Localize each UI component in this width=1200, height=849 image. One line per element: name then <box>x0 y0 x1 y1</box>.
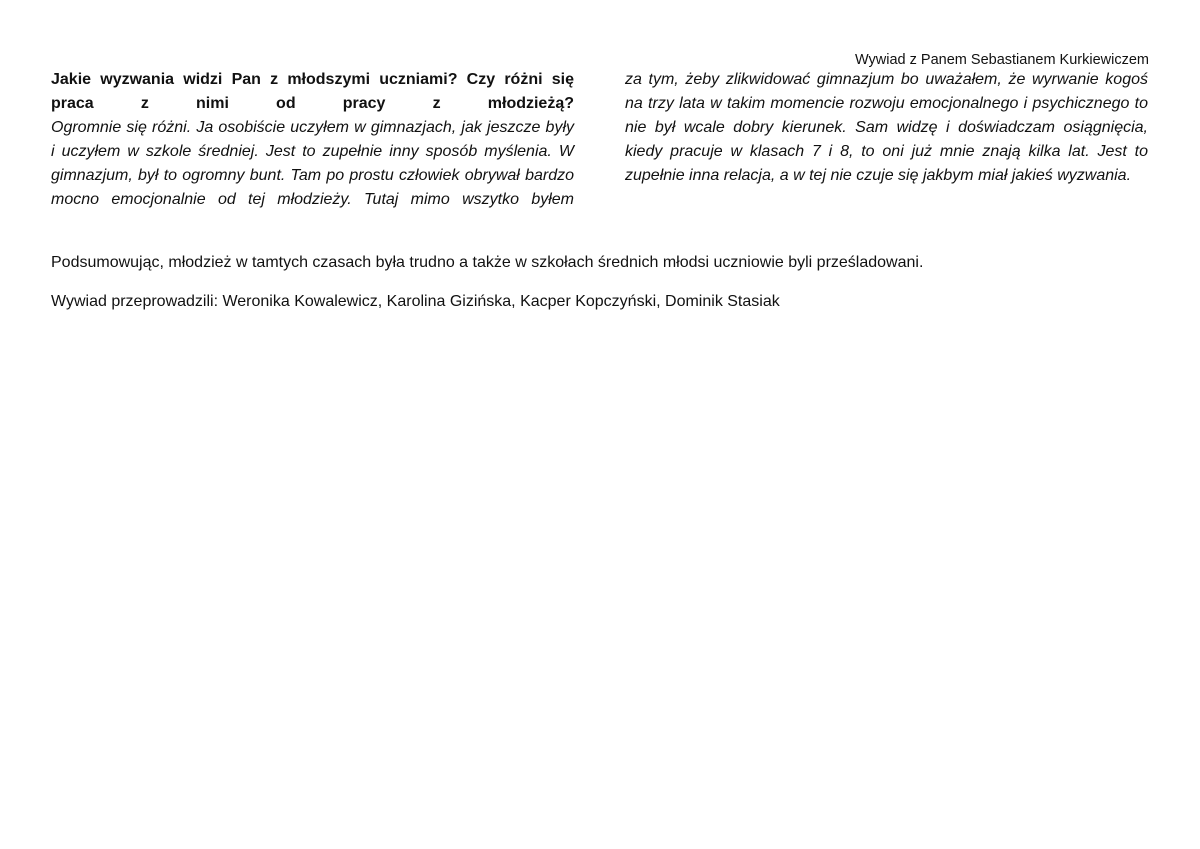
left-column <box>51 68 574 212</box>
interview-answer: Ogromnie się różni. Ja osobiście uczyłem w gimnazjach, jak jeszcze były i uczyłem w szkole średniej. Jest to zupełnie inny sposób myślenia. W gimnazjum, był to ogromny bunt. Tam po prostu człowiek obrywał bardzo mocno emocjonalnie od tej młodzieży. Tutaj mimo wszytko byłem <box>51 119 574 208</box>
credits-paragraph: Wywiad przeprowadzili: Weronika Kowalewicz, Karolina Gizińska, Kacper Kopczyński, Dominik Stasiak <box>51 293 780 310</box>
interview-answer-continued: za tym, żeby zlikwidować gimnazjum bo uważałem, że wyrwanie kogoś na trzy lata w takim momencie rozwoju emocjonalnego i psychicznego to nie był wcale dobry kierunek. Sam widzę i doświadczam osiągnięcia, kiedy pracuje w klasach 7 i 8, to oni już mnie znają kilka lat. Jest to zupełnie inna relacja, a w tej nie czuje się jakbym miał jakieś wyzwania. <box>625 71 1148 184</box>
running-header: Wywiad z Panem Sebastianem Kurkiewiczem <box>854 52 1149 68</box>
interview-question: Jakie wyzwania widzi Pan z młodszymi uczniami? Czy różni się praca z nimi od pracy z młodzieżą? <box>51 71 574 112</box>
summary-paragraph: Podsumowując, młodzież w tamtych czasach była trudno a także w szkołach średnich młodsi uczniowie byli prześladowani. <box>51 254 924 271</box>
right-column <box>625 68 1148 188</box>
